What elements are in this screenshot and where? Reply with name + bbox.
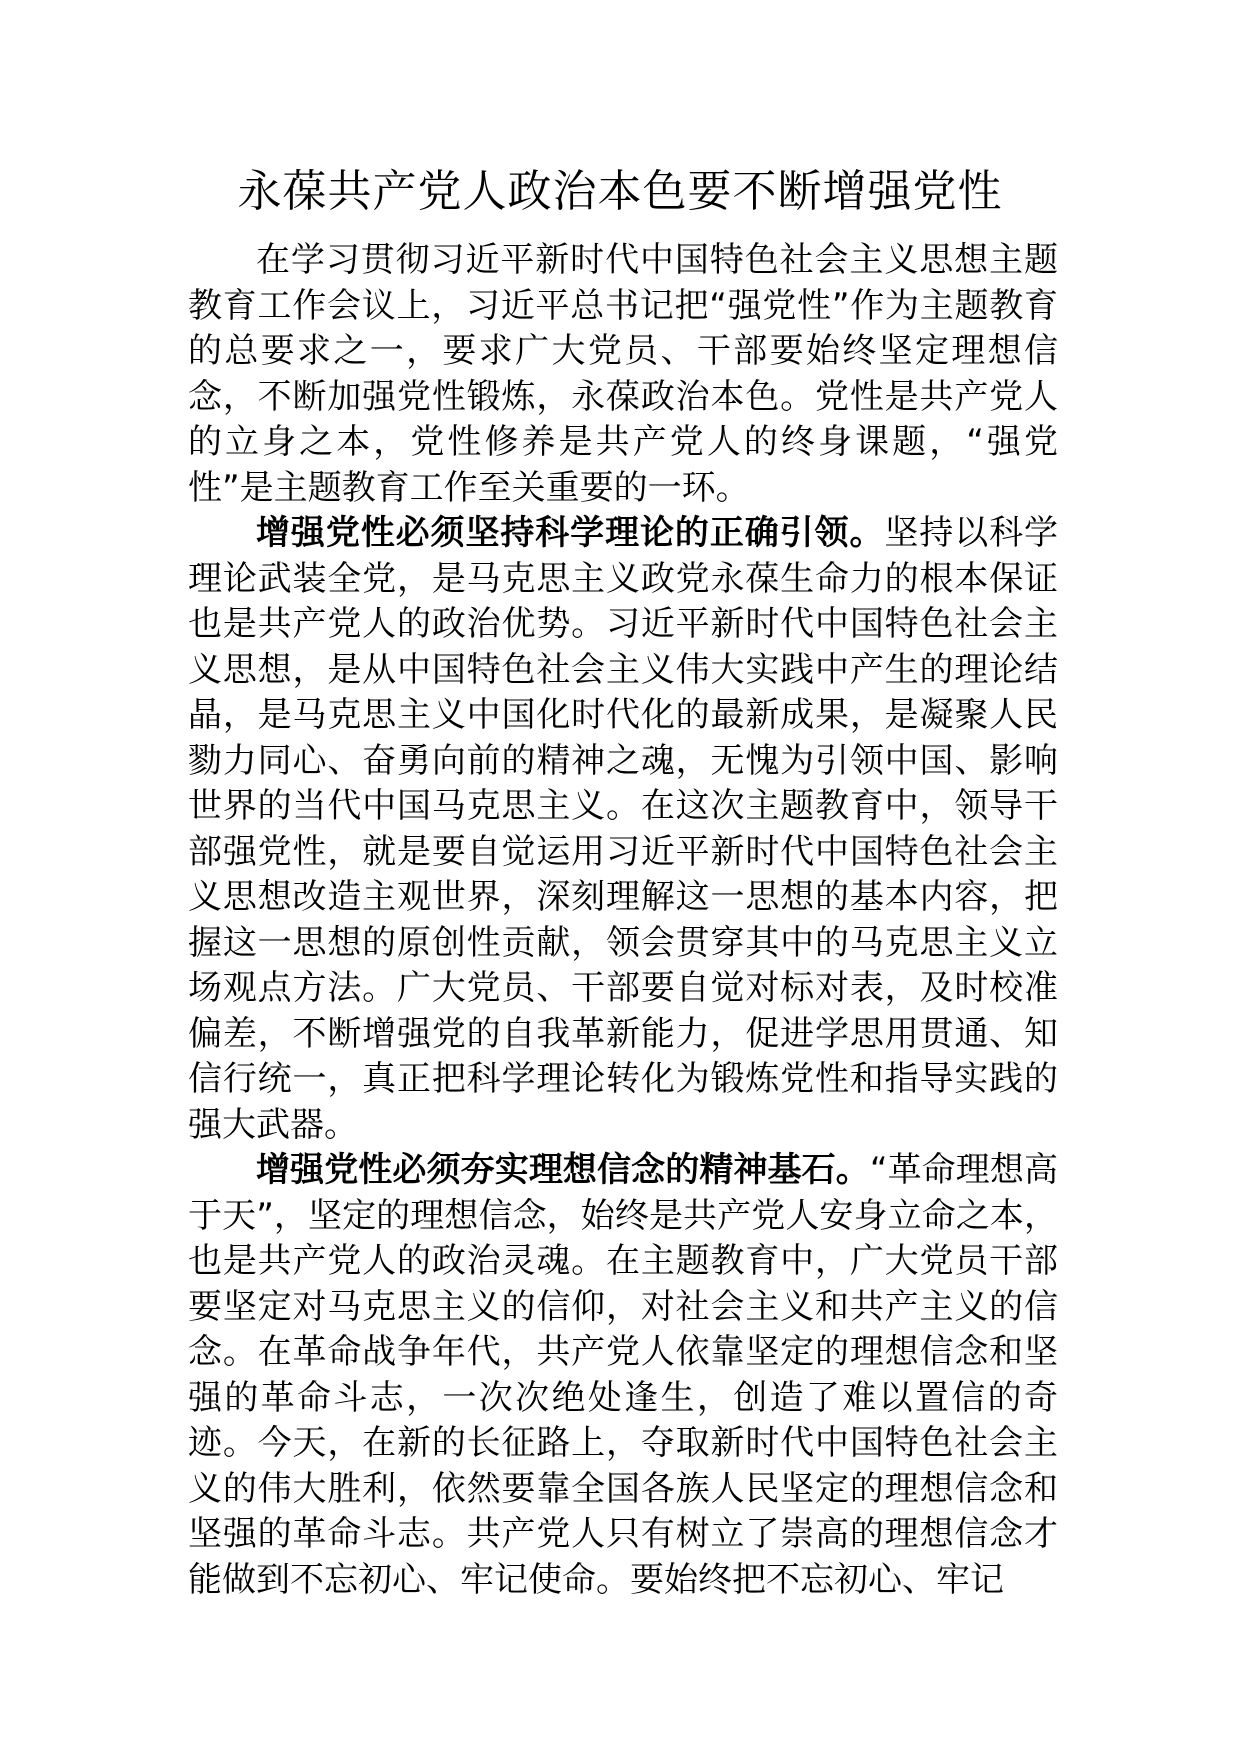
paragraph-ideals-beliefs bbox=[188, 1148, 1058, 1603]
document-title: 永葆共产党人政治本色要不断增强党性 bbox=[237, 166, 1003, 217]
paragraph-intro bbox=[188, 238, 1058, 511]
paragraph-text: 在学习贯彻习近平新时代中国特色社会主义思想主题教育工作会议上，习近平总书记把“强党性”作为主题教育的总要求之一，要求广大党员、干部要始终坚定理想信念，不断加强党性锻炼，永葆政治本色。党性是共产党人的立身之本，党性修养是共产党人的终身课题，“强党性”是主题教育工作至关重要的一环。 bbox=[188, 240, 1058, 508]
document-body bbox=[188, 238, 1058, 1603]
paragraph-scientific-theory bbox=[188, 511, 1058, 1148]
paragraph-text: 坚持以科学理论武装全党，是马克思主义政党永葆生命力的根本保证也是共产党人的政治优势。习近平新时代中国特色社会主义思想，是从中国特色社会主义伟大实践中产生的理论结晶，是马克思主义中国化时代化的最新成果，是凝聚人民勠力同心、奋勇向前的精神之魂，无愧为引领中国、影响世界的当代中国马克思主义。在这次主题教育中，领导干部强党性，就是要自觉运用习近平新时代中国特色社会主义思想改造主观世界，深刻理解这一思想的基本内容，把握这一思想的原创性贡献，领会贯穿其中的马克思主义立场观点方法。广大党员、干部要自觉对标对表，及时校准偏差，不断增强党的自我革新能力，促进学思用贯通、知信行统一，真正把科学理论转化为锻炼党性和指导实践的强大武器。 bbox=[188, 513, 1059, 1145]
paragraph-text: “革命理想高于天”，坚定的理想信念，始终是共产党人安身立命之本，也是共产党人的政治灵魂。在主题教育中，广大党员干部要坚定对马克思主义的信仰，对社会主义和共产主义的信念。在革命战争年代，共产党人依靠坚定的理想信念和坚强的革命斗志，一次次绝处逢生，创造了难以置信的奇迹。今天，在新的长征路上，夺取新时代中国特色社会主义的伟大胜利，依然要靠全国各族人民坚定的理想信念和坚强的革命斗志。共产党人只有树立了崇高的理想信念才能做到不忘初心、牢记使命。要始终把不忘初心、牢记 bbox=[188, 1150, 1058, 1600]
paragraph-lead: 增强党性必须坚持科学理论的正确引领。 bbox=[256, 513, 885, 553]
paragraph-lead: 增强党性必须夯实理想信念的精神基石。 bbox=[256, 1150, 870, 1190]
